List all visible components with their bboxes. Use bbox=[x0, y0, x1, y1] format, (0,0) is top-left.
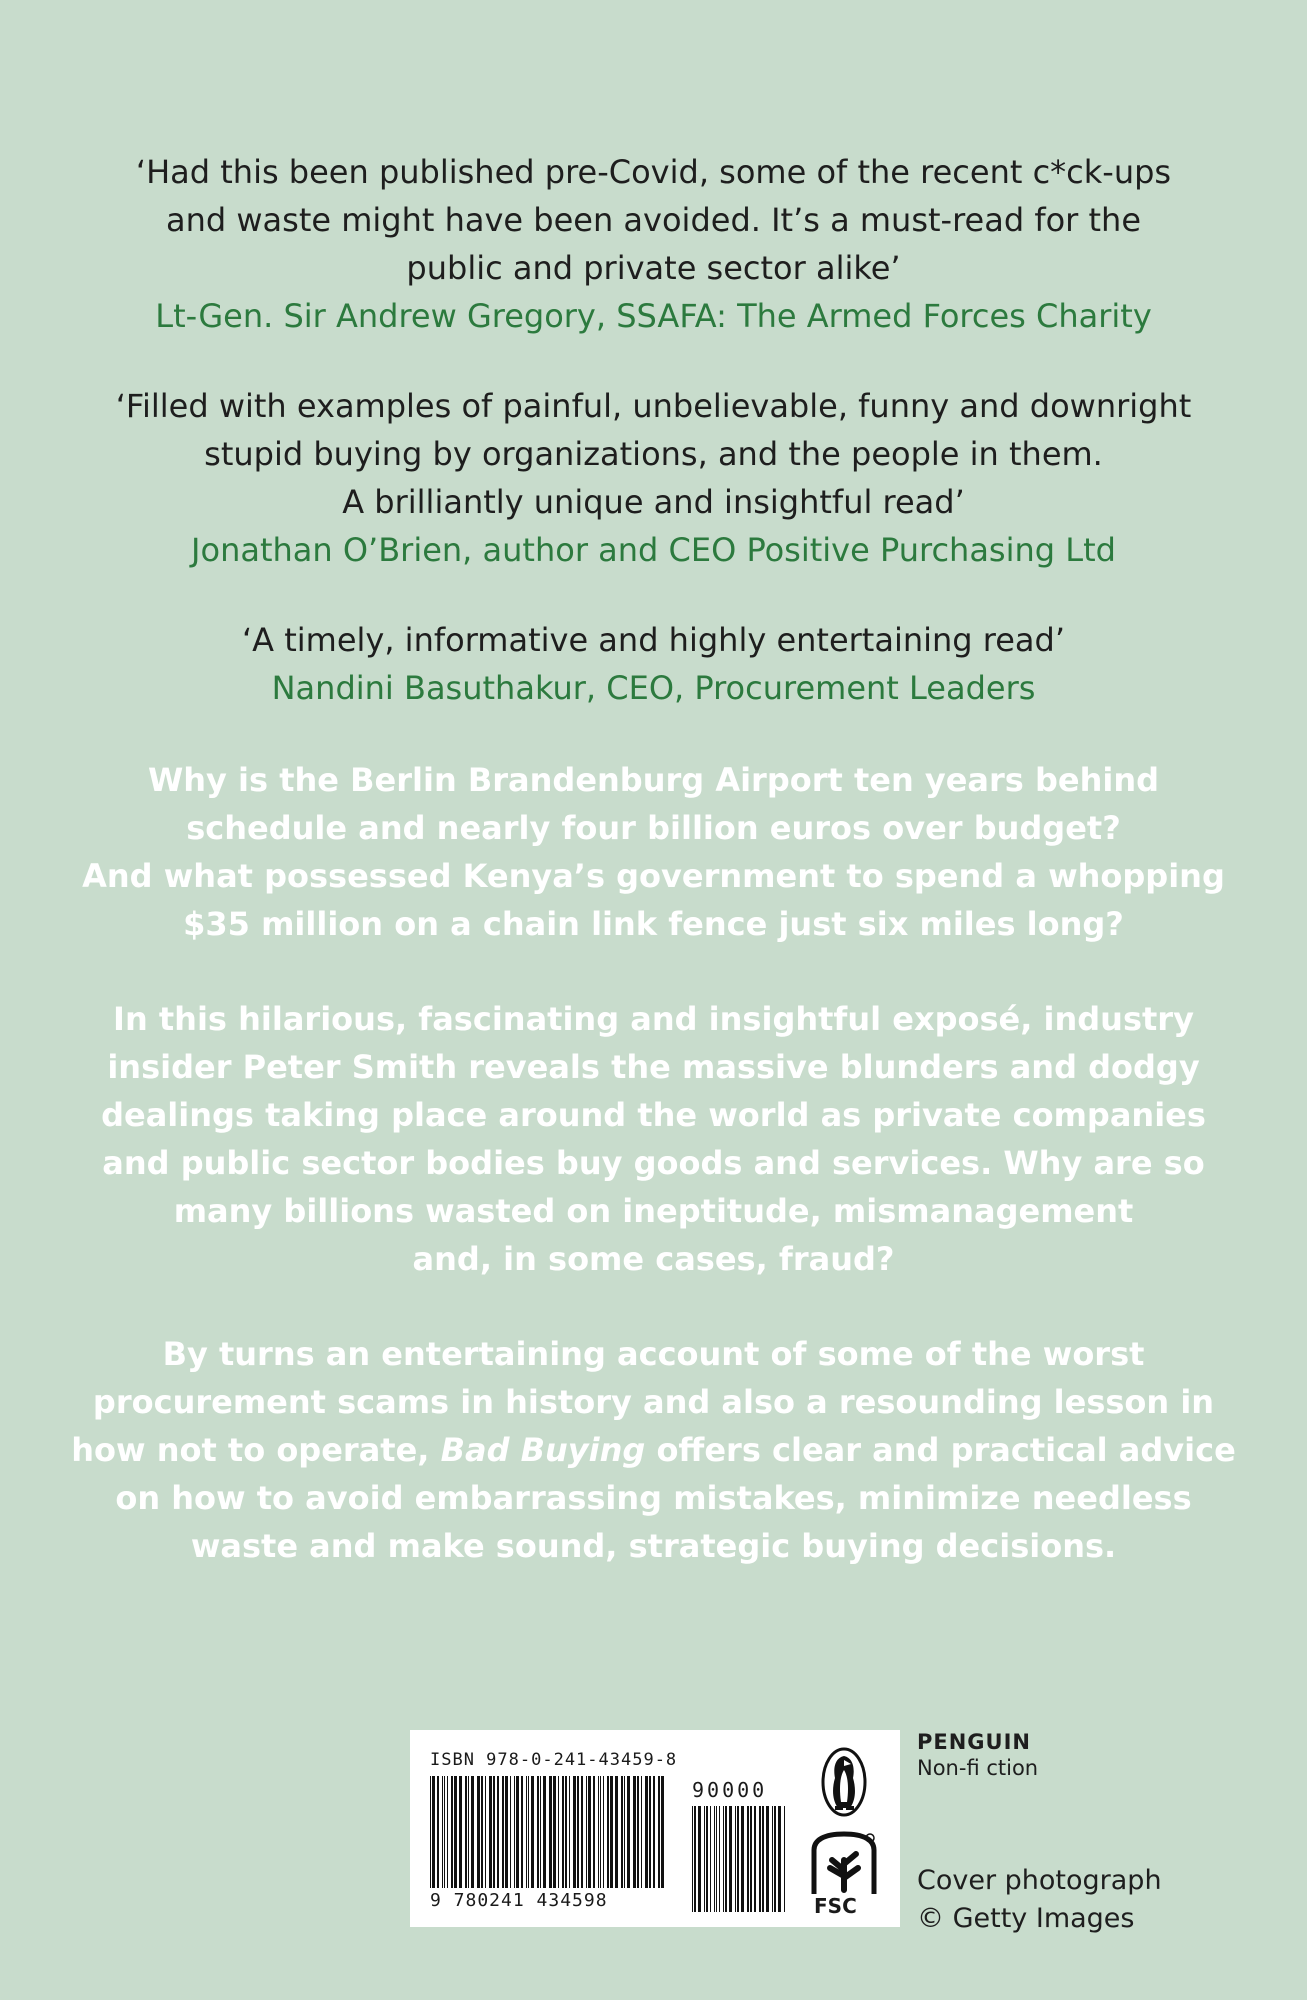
book-title: Bad Buying bbox=[440, 1431, 646, 1469]
isbn-barcode bbox=[428, 1776, 668, 1892]
blurb-text: By turns an entertaining account of some of the worst procurement scams in history and also a resounding lesson in how not to operate, bbox=[71, 1335, 1215, 1469]
cover-photo-credit: Cover photograph © Getty Images bbox=[917, 1865, 1162, 1934]
blurb-paragraph bbox=[60, 1330, 1247, 1570]
quote-attribution: Nandini Basuthakur, CEO, Procurement Leaders bbox=[271, 669, 1036, 707]
publisher-name: PENGUIN bbox=[917, 1730, 1031, 1754]
quote-text: ‘A timely, informative and highly entertaining read’ bbox=[241, 621, 1066, 659]
quote-attribution: Lt-Gen. Sir Andrew Gregory, SSAFA: The Armed Forces Charity bbox=[155, 297, 1152, 335]
review-quote bbox=[80, 616, 1227, 712]
review-quote bbox=[80, 148, 1227, 340]
price-code: 90000 bbox=[692, 1778, 768, 1802]
book-blurb bbox=[60, 756, 1247, 1617]
barcode-panel bbox=[410, 1730, 900, 1927]
publisher-block bbox=[917, 1729, 1038, 1781]
blurb-text: offers clear and practical advice on how to avoid embarrassing mistakes, minimize needless waste and make sound, strategic buying decisions. bbox=[115, 1431, 1236, 1565]
price-barcode bbox=[690, 1806, 790, 1916]
review-quote bbox=[80, 382, 1227, 574]
isbn-digits: 9 780241 434598 bbox=[430, 1890, 608, 1911]
quote-text: ‘Had this been published pre-Covid, some of the recent c*ck-ups and waste might have been avoided. It’s a must-read for the public and private sector alike’ bbox=[135, 153, 1172, 287]
fsc-label: FSC bbox=[814, 1894, 857, 1918]
review-quotes bbox=[80, 148, 1227, 754]
quote-text: ‘Filled with examples of painful, unbelievable, funny and downright stupid buying by organizations, and the people in them. A brilliantly unique and insightful read’ bbox=[115, 387, 1192, 521]
blurb-paragraph: Why is the Berlin Brandenburg Airport ten years behind schedule and nearly four billion euros over budget? And what possessed Kenya’s government to spend a whopping $35 million on a chain link fence just six miles long? bbox=[82, 761, 1225, 943]
penguin-logo-icon bbox=[820, 1746, 868, 1818]
quote-attribution: Jonathan O’Brien, author and CEO Positive Purchasing Ltd bbox=[191, 531, 1116, 569]
blurb-paragraph: In this hilarious, fascinating and insightful exposé, industry insider Peter Smith reveals the massive blunders and dodgy dealings taking place around the world as private companies and public sector bodies buy goods and services. Why are so many billions wasted on ineptitude, mismanagement and, in some cases, fraud? bbox=[101, 1000, 1206, 1278]
publisher-category: Non-fi ction bbox=[917, 1756, 1039, 1780]
fsc-tree-logo-icon bbox=[804, 1830, 884, 1896]
isbn-label: ISBN 978-0-241-43459-8 bbox=[430, 1750, 678, 1770]
